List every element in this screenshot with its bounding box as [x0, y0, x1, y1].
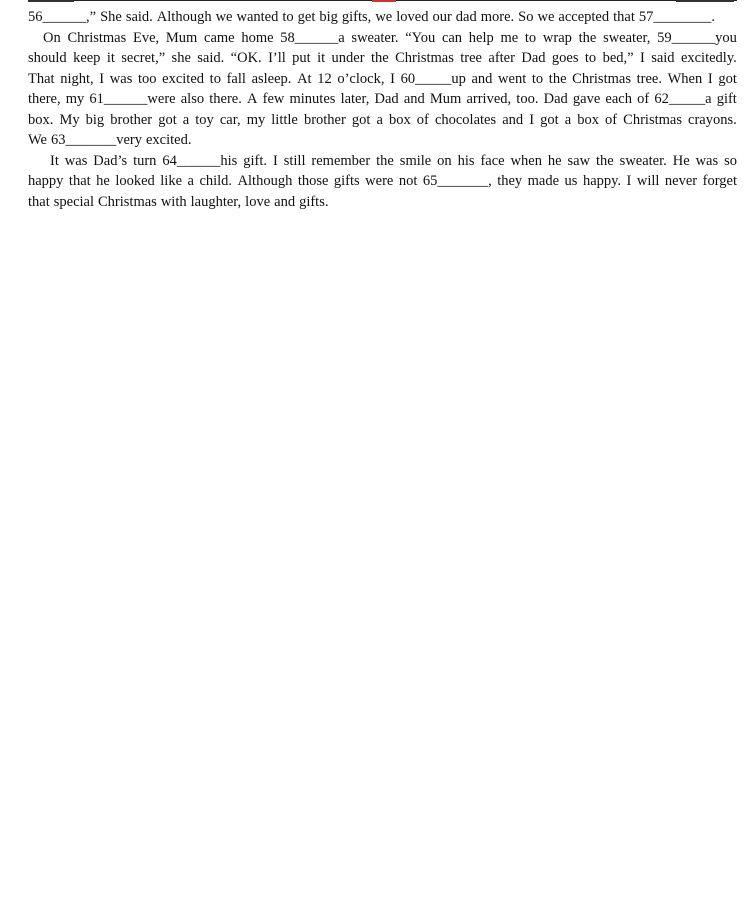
text-line: That night, I was too excited to fall asleep. At 12 o’clock, I 60_____up and went to the Christmas tree. When I got [28, 70, 737, 87]
text-line: On Christmas Eve, Mum came home 58______a sweater. “You can help me to wrap the sweater, 59______you [43, 29, 737, 46]
text-line: box. My big brother got a toy car, my little brother got a box of chocolates and I got a box of Christmas crayons. [28, 111, 737, 128]
text-line: that special Christmas with laughter, love and gifts. [28, 193, 329, 210]
text-line: happy that he looked like a child. Although those gifts were not 65_______, they made us happy. I will never forget [28, 173, 737, 189]
paragraph [28, 28, 737, 151]
clipped-header-mark-red [372, 0, 396, 2]
text-line: It was Dad’s turn 64______his gift. I still remember the smile on his face when he saw the sweater. He was so [50, 152, 737, 169]
paragraph [28, 151, 737, 213]
clipped-header-text-left [28, 0, 74, 2]
text-line: 56______,” She said. Although we wanted to get big gifts, we loved our dad more. So we accepted that 57________. [28, 9, 715, 25]
text-line: there, my 61______were also there. A few minutes later, Dad and Mum arrived, too. Dad gave each of 62_____a gift [28, 91, 737, 107]
passage-text [28, 7, 737, 212]
clipped-header-text-right [676, 0, 734, 2]
paragraph [28, 7, 737, 28]
text-line: We 63_______very excited. [28, 132, 192, 148]
text-line: should keep it secret,” she said. “OK. I’ll put it under the Christmas tree after Dad goes to bed,” I said excitedly. [28, 50, 737, 66]
